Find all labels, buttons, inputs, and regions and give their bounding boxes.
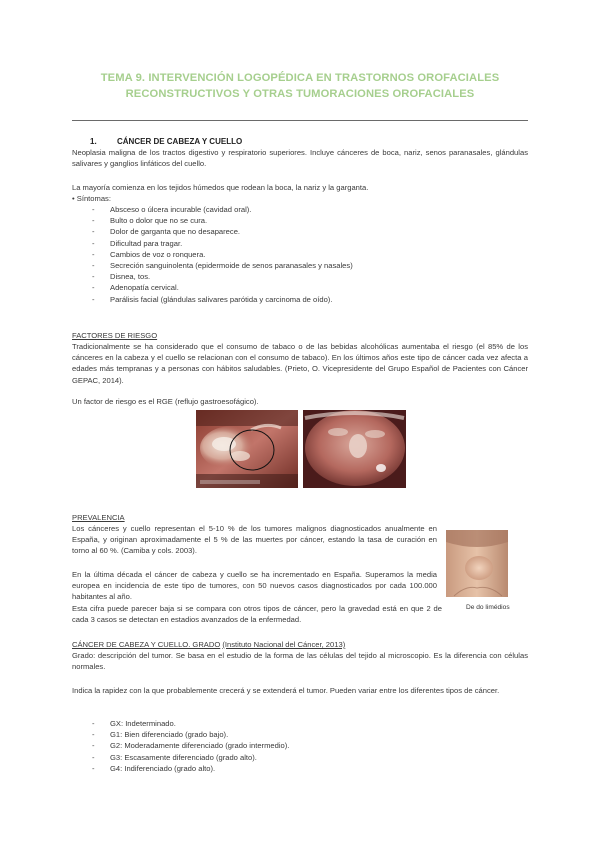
list-item: - Dolor de garganta que no desaparece. — [92, 226, 353, 237]
list-item: - Cambios de voz o ronquera. — [92, 249, 353, 260]
document-title — [60, 70, 540, 102]
grade-paragraph-2: Indica la rapidez con la que probablemente crecerá y se extenderá el tumor. Pueden variar entre los diferentes tipos de cáncer. — [72, 686, 500, 695]
neck-lump-photo — [446, 530, 508, 597]
title-divider — [72, 120, 528, 121]
neck-photo-caption: De do limédios — [466, 604, 510, 611]
list-item: - G4: Indiferenciado (grado alto). — [92, 763, 289, 774]
title-line-2: RECONSTRUCTIVOS Y OTRAS TUMORACIONES OROFACIALES — [125, 88, 475, 100]
title-line-1: TEMA 9. INTERVENCIÓN LOGOPÉDICA EN TRASTORNOS OROFACIALES — [100, 72, 500, 84]
grade-list — [92, 718, 289, 774]
list-item: - Bulto o dolor que no se cura. — [92, 215, 353, 226]
section-heading — [90, 137, 242, 146]
list-item: - Adenopatía cervical. — [92, 282, 353, 293]
list-item: - Absceso o úlcera incurable (cavidad oral). — [92, 204, 353, 215]
prevalence-paragraph-1: Los cánceres y cuello representan el 5-10 % de los tumores malignos diagnosticados anualmente en España, y originan aproximadamente el 5 % de las muertes por cáncer, estando la tasa de curación en torno al 60 %. (Camiba y cols. 2003). — [72, 524, 437, 556]
grade-source: (Instituto Nacional del Cáncer, 2013) — [222, 640, 346, 649]
prevalence-heading: PREVALENCIA — [72, 513, 125, 522]
risk-paragraph: Tradicionalmente se ha considerado que el consumo de tabaco o de las bebidas alcohólicas aumentaba el riesgo (el 85% de los cánceres en la cabeza y el cuello se relacionan con el consumo de tabaco). En los últimos años este tipo de cáncer cada vez afecta a edades más tempranas y a personas con hábitos saludables. (Prieto, O. Vicepresidente del Grupo Español de Pacientes con Cáncer GEPAC, 2014). — [72, 342, 528, 385]
origin-paragraph: La mayoría comienza en los tejidos húmedos que rodean la boca, la nariz y la garganta. — [72, 183, 369, 192]
list-item: - Secreción sanguinolenta (epidermoide de senos paranasales y nasales) — [92, 260, 353, 271]
list-item: - GX: Indeterminado. — [92, 718, 289, 729]
grade-paragraph-1: Grado: descripción del tumor. Se basa en el estudio de la forma de las células del tejido al microscopio. Es la diferencia con células normales. — [72, 651, 528, 672]
symptoms-list — [92, 204, 353, 305]
section-number: 1. — [90, 137, 97, 146]
list-item: - Dificultad para tragar. — [92, 238, 353, 249]
list-item: - G3: Escasamente diferenciado (grado alto). — [92, 752, 289, 763]
section-title: CÁNCER DE CABEZA Y CUELLO — [117, 137, 243, 146]
list-item: - Parálisis facial (glándulas salivares parótida y carcinoma de oído). — [92, 294, 353, 305]
grade-heading-line — [72, 639, 528, 650]
risk-heading: FACTORES DE RIESGO — [72, 331, 158, 340]
grade-heading: CÁNCER DE CABEZA Y CUELLO. GRADO — [72, 640, 221, 649]
list-item: - G1: Bien diferenciado (grado bajo). — [92, 729, 289, 740]
list-item: - G2: Moderadamente diferenciado (grado intermedio). — [92, 740, 289, 751]
prevalence-paragraph-2: En la última década el cáncer de cabeza y cuello se ha incrementado en España. Superamos la media europea en incidencia de este tipo de tumores, con 50 nuevos casos diagnosticados por cada 100.000 habitantes al año. — [72, 570, 437, 602]
reflux-paragraph: Un factor de riesgo es el RGE (reflujo gastroesofágico). — [72, 397, 259, 406]
palate-photo — [303, 410, 406, 488]
list-item: - Disnea, tos. — [92, 271, 353, 282]
intro-paragraph: Neoplasia maligna de los tractos digestivo y respiratorio superiores. Incluye cánceres de boca, nariz, senos paranasales, glándulas salivares y ganglios linfáticos del cuello. — [72, 148, 528, 169]
symptoms-label: • Síntomas: — [72, 194, 111, 203]
oral-lesion-photo — [196, 410, 298, 488]
prevalence-paragraph-3: Esta cifra puede parecer baja si se compara con otros tipos de cáncer, pero la gravedad está en que 2 de cada 3 casos se detectan en estadios avanzados de la enfermedad. — [72, 604, 442, 625]
